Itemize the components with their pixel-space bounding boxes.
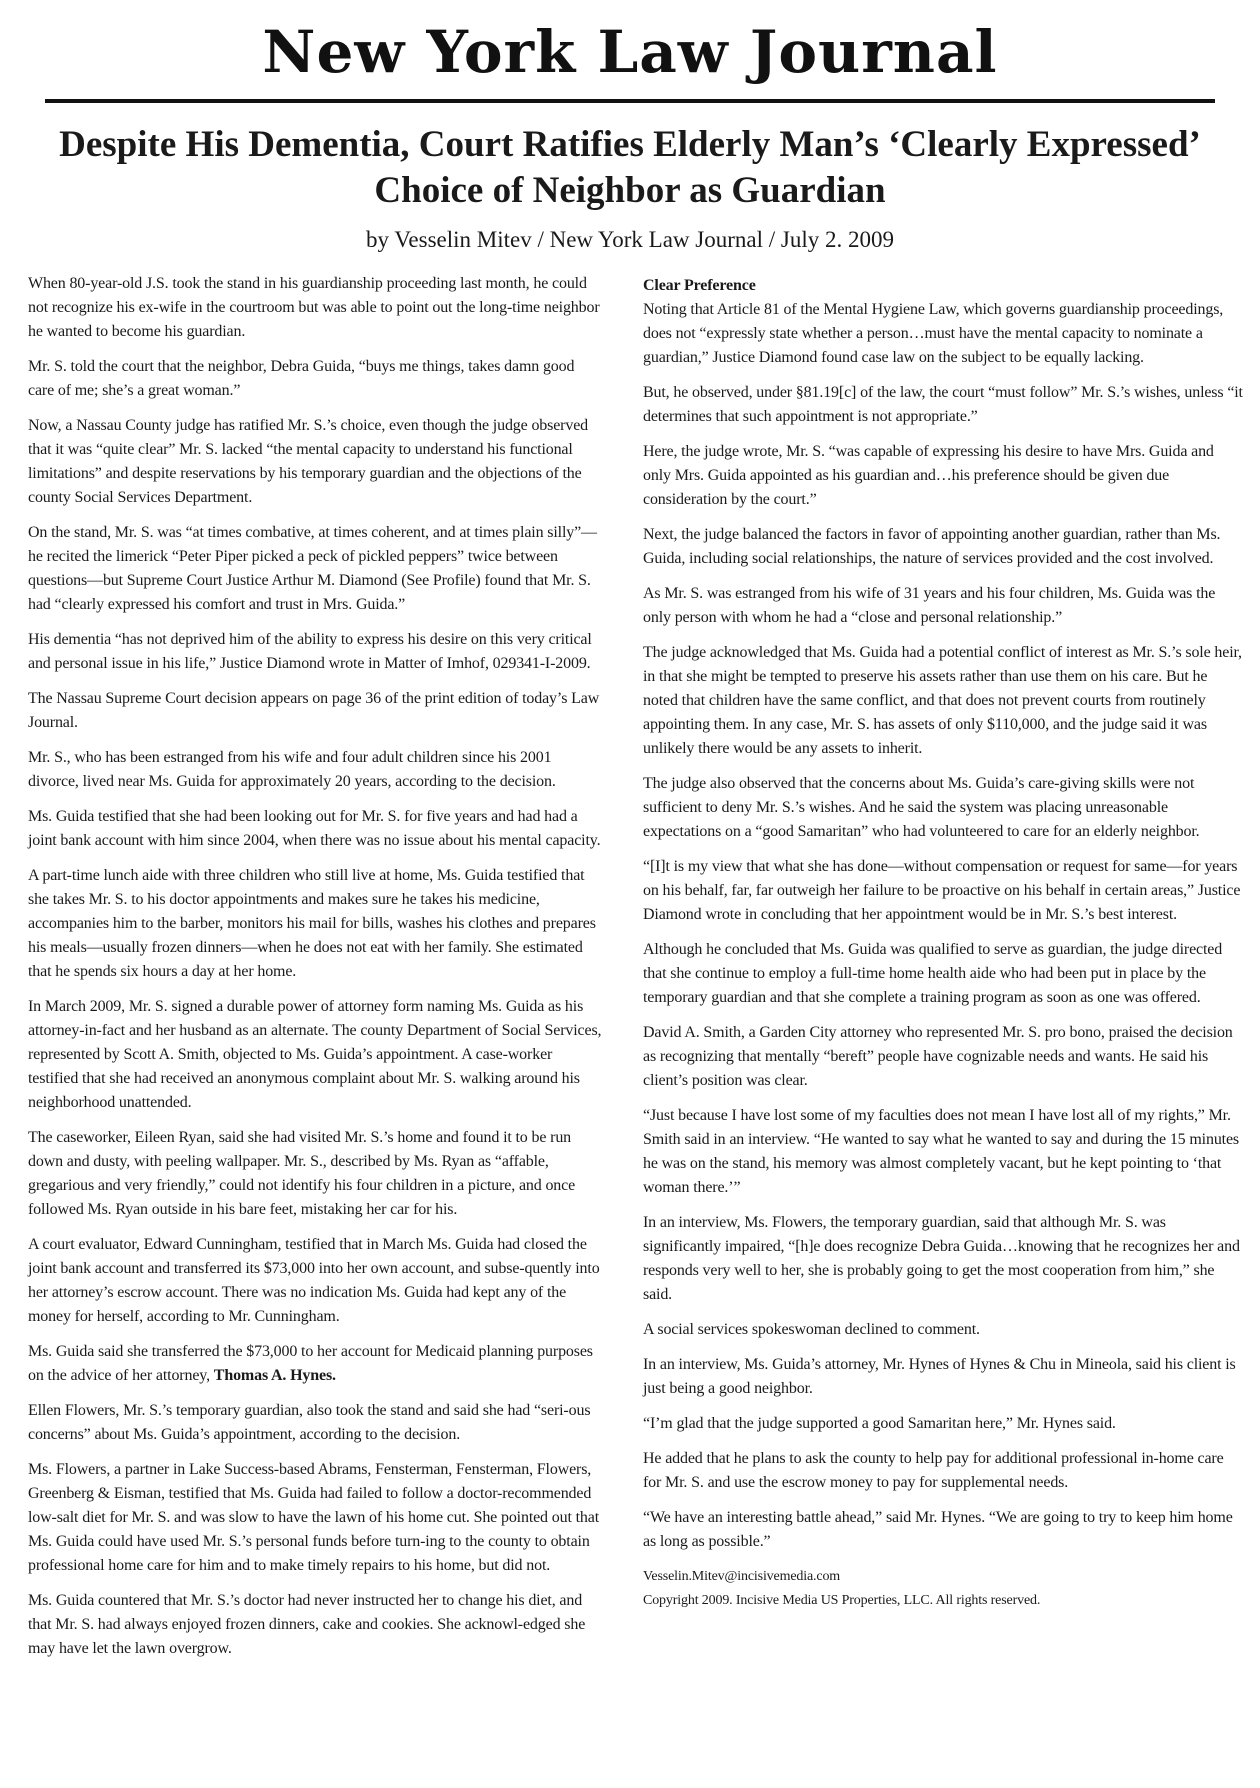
- paragraph: “Just because I have lost some of my faculties does not mean I have lost all of my rights,” Mr. Smith said in an interview. “He wanted to say what he wanted to say and during the 15 minutes he was on the stand, his memory was almost completely vacant, but he kept pointing to ‘that woman there.’”: [643, 1107, 1239, 1196]
- headline-line-2: Choice of Neighbor as Guardian: [374, 170, 886, 211]
- paragraph: On the stand, Mr. S. was “at times combative, at times coherent, and at times plain silly”—he recited the limerick “Peter Piper picked a peck of pickled peppers” twice between questions—but Supreme Court Justice Arthur M. Diamond (See Profile) found that Mr. S. had “clearly expressed his comfort and trust in Mrs. Guida.”: [28, 524, 597, 613]
- paragraph: Ellen Flowers, Mr. S.’s temporary guardian, also took the stand and said she had “seri-ous concerns” about Ms. Guida’s appointment, according to the decision.: [28, 1402, 591, 1443]
- headline-line-1: Despite His Dementia, Court Ratifies Elderly Man’s ‘Clearly Expressed’: [59, 124, 1201, 165]
- paragraph: He added that he plans to ask the county to help pay for additional professional in-home care for Mr. S. and use the escrow money to pay for supplemental needs.: [643, 1450, 1224, 1491]
- paragraph: Ms. Guida countered that Mr. S.’s doctor had never instructed her to change his diet, and that Mr. S. had always enjoyed frozen dinners, cake and cookies. She acknowl-edged she may have let the lawn overgrow.: [28, 1592, 586, 1657]
- paragraph: The judge acknowledged that Ms. Guida had a potential conflict of interest as Mr. S.’s sole heir, in that she might be tempted to preserve his assets rather than use them on his care. But he noted that children have the same conflict, and that does not prevent courts from routinely appointing them. In any case, Mr. S. has assets of only $110,000, and the judge said it was unlikely there would be any assets to inherit.: [643, 644, 1242, 757]
- paragraph: Next, the judge balanced the factors in favor of appointing another guardian, rather than Ms. Guida, including social relationships, the nature of services provided and the cost involved.: [643, 526, 1221, 567]
- article-headline: [20, 122, 1240, 214]
- paragraph: The Nassau Supreme Court decision appears on page 36 of the print edition of today’s Law Journal.: [28, 690, 600, 731]
- paragraph: Noting that Article 81 of the Mental Hygiene Law, which governs guardianship proceedings, does not “expressly state whether a person…must have the mental capacity to nominate a guardian,” Justice Diamond found case law on the subject to be equally lacking.: [643, 301, 1224, 366]
- paragraph: In March 2009, Mr. S. signed a durable power of attorney form naming Ms. Guida as his attorney-in-fact and her husband as an alternate. The county Department of Social Services, represented by Scott A. Smith, objected to Ms. Guida’s appointment. A case-worker testified that she had received an anonymous complaint about Mr. S. walking around his neighborhood unattended.: [28, 998, 602, 1111]
- paragraph: “We have an interesting battle ahead,” said Mr. Hynes. “We are going to try to keep him home as long as possible.”: [643, 1509, 1233, 1550]
- section-subhead: Clear Preference: [643, 277, 756, 294]
- attorney-name: Thomas A. Hynes.: [213, 1367, 336, 1384]
- paragraph: But, he observed, under §81.19[c] of the law, the court “must follow” Mr. S.’s wishes, unless “it determines that such appointment is not appropriate.”: [643, 384, 1243, 425]
- paragraph: Although he concluded that Ms. Guida was qualified to serve as guardian, the judge directed that she continue to employ a full-time home health aide who had been put in place by the temporary guardian and that she complete a training program as soon as one was offered.: [643, 941, 1223, 1006]
- paragraph: A part-time lunch aide with three children who still live at home, Ms. Guida testified that she takes Mr. S. to his doctor appointments and makes sure he takes his medicine, accompanies him to the barber, monitors his mail for bills, washes his clothes and prepares his meals—usually frozen dinners—when he does not eat with her family. She estimated that he spends six hours a day at her home.: [28, 867, 596, 980]
- paragraph: His dementia “has not deprived him of the ability to express his desire on this very critical and personal issue in his life,” Justice Diamond wrote in Matter of Imhof, 029341-I-2009.: [28, 631, 592, 672]
- paragraph: As Mr. S. was estranged from his wife of 31 years and his four children, Ms. Guida was the only person with whom he had a “close and personal relationship.”: [643, 585, 1216, 626]
- paragraph: David A. Smith, a Garden City attorney who represented Mr. S. pro bono, praised the decision as recognizing that mentally “bereft” people have cognizable needs and wants. He said his client’s position was clear.: [643, 1024, 1233, 1089]
- paragraph: A social services spokeswoman declined to comment.: [643, 1321, 980, 1338]
- paragraph-text: Ms. Guida said she transferred the $73,000 to her account for Medicaid planning purposes on the advice of her attorney,: [28, 1343, 593, 1384]
- paragraph: Now, a Nassau County judge has ratified Mr. S.’s choice, even though the judge observed that it was “quite clear” Mr. S. lacked “the mental capacity to understand his functional limitations” and despite reservations by his temporary guardian and the objections of the county Social Services Department.: [28, 417, 589, 506]
- paragraph: “I’m glad that the judge supported a good Samaritan here,” Mr. Hynes said.: [643, 1415, 1116, 1432]
- article-byline: by Vesselin Mitev / New York Law Journal / July 2. 2009: [366, 227, 894, 252]
- article-footer: [643, 1565, 1243, 1613]
- paragraph: In an interview, Ms. Flowers, the temporary guardian, said that although Mr. S. was significantly impaired, “[h]e does recognize Debra Guida…knowing that he recognizes her and responds very well to her, she is probably going to get the most cooperation from him,” she said.: [643, 1214, 1240, 1303]
- paragraph: Here, the judge wrote, Mr. S. “was capable of expressing his desire to have Mrs. Guida and only Mrs. Guida appointed as his guardian and…his preference should be given due consideration by the court.”: [643, 443, 1214, 508]
- paragraph: A court evaluator, Edward Cunningham, testified that in March Ms. Guida had closed the joint bank account and transferred its $73,000 into her own account, and subse-quently into her attorney’s escrow account. There was no indication Ms. Guida had kept any of the money for herself, according to Mr. Cunningham.: [28, 1236, 600, 1325]
- copyright-notice: Copyright 2009. Incisive Media US Properties, LLC. All rights reserved.: [643, 1593, 1041, 1608]
- paragraph: In an interview, Ms. Guida’s attorney, Mr. Hynes of Hynes & Chu in Mineola, said his client is just being a good neighbor.: [643, 1356, 1236, 1397]
- masthead-logo: New York Law Journal: [262, 18, 998, 86]
- paragraph: Mr. S. told the court that the neighbor, Debra Guida, “buys me things, takes damn good care of me; she’s a great woman.”: [28, 358, 575, 399]
- paragraph: Ms. Flowers, a partner in Lake Success-based Abrams, Fensterman, Fensterman, Flowers, Greenberg & Eisman, testified that Ms. Guida had failed to follow a doctor-recommended low-salt diet for Mr. S. and was slow to have the lawn of his home cut. She pointed out that Ms. Guida could have used Mr. S.’s personal funds before turn-ing to the county to obtain professional home care for him and to make timely repairs to his home, but did not.: [28, 1461, 599, 1574]
- masthead-rule: [45, 99, 1215, 103]
- left-column: [28, 272, 602, 1672]
- paragraph: Ms. Guida testified that she had been looking out for Mr. S. for five years and had had a joint bank account with him since 2004, when there was no issue about his mental capacity.: [28, 808, 601, 849]
- paragraph-with-attorney-name: [28, 1340, 602, 1388]
- paragraph: Mr. S., who has been estranged from his wife and four adult children since his 2001 divorce, lived near Ms. Guida for approximately 20 years, according to the decision.: [28, 749, 556, 790]
- right-column: [643, 274, 1243, 1613]
- paragraph: “[I]t is my view that what she has done—without compensation or request for same—for years on his behalf, far, far outweigh her failure to be proactive on his behalf in certain areas,” Justice Diamond wrote in concluding that her appointment would be in Mr. S.’s best interest.: [643, 858, 1241, 923]
- paragraph: The caseworker, Eileen Ryan, said she had visited Mr. S.’s home and found it to be run down and dusty, with peeling wallpaper. Mr. S., described by Ms. Ryan as “affable, gregarious and very friendly,” could not identify his four children in a picture, and once followed Ms. Ryan outside in his bare feet, mistaking her car for his.: [28, 1129, 576, 1218]
- paragraph: The judge also observed that the concerns about Ms. Guida’s care-giving skills were not sufficient to deny Mr. S.’s wishes. And he said the system was placing unreasonable expectations on a “good Samaritan” who had volunteered to care for an elderly neighbor.: [643, 775, 1200, 840]
- paragraph: When 80-year-old J.S. took the stand in his guardianship proceeding last month, he could not recognize his ex-wife in the courtroom but was able to point out the long-time neighbor he wanted to become his guardian.: [28, 275, 600, 340]
- author-email: Vesselin.Mitev@incisivemedia.com: [643, 1569, 841, 1584]
